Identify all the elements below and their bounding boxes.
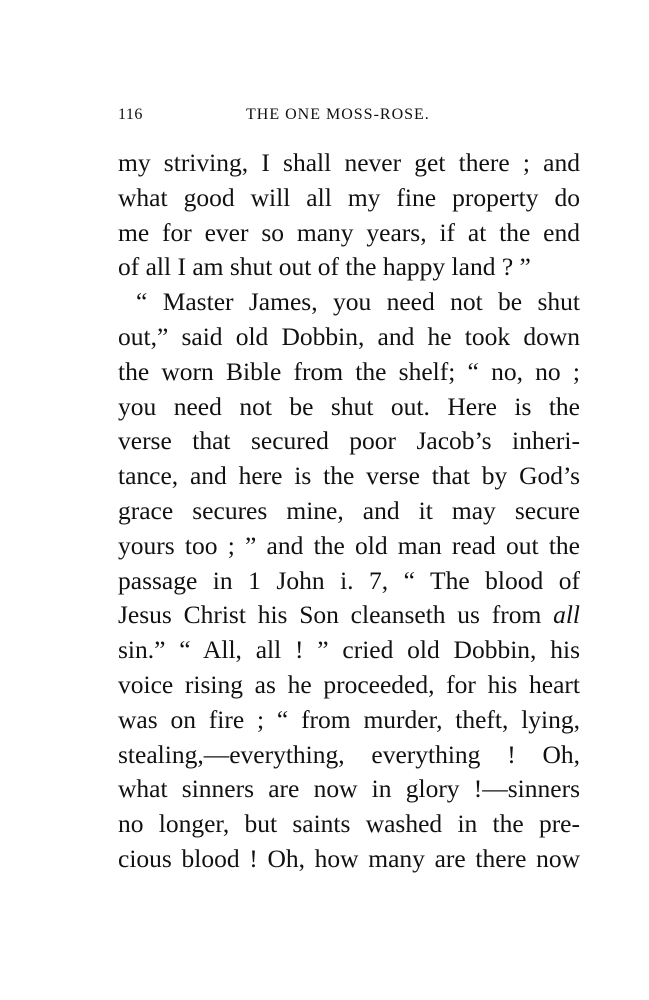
page-number: 116: [118, 106, 143, 123]
text-line: of all I am shut out of the happy land ? ”: [118, 252, 531, 282]
running-header: [118, 106, 580, 126]
text-line: grace secures mine, and it may secure: [118, 495, 580, 525]
text-line: no longer, but saints washed in the pre-: [118, 809, 580, 839]
text-line: stealing,—everything, everything ! Oh,: [118, 739, 580, 769]
running-title: THE ONE MOSS-ROSE.: [246, 106, 430, 123]
text-line-with-italic: [118, 598, 580, 633]
text-line: cious blood ! Oh, how many are there now: [118, 843, 580, 873]
text-line: the worn Bible from the shelf; “ no, no ;: [118, 356, 580, 386]
text-line: you need not be shut out. Here is the: [118, 391, 580, 421]
text-line: me for ever so many years, if at the end: [118, 217, 580, 247]
text-line: passage in 1 John i. 7, “ The blood of: [118, 565, 580, 595]
text-line: “ Master James, you need not be shut: [136, 287, 580, 317]
text-line: what sinners are now in glory !—sinners: [118, 774, 580, 804]
text-line: my striving, I shall never get there ; and: [118, 148, 580, 177]
text-line: verse that secured poor Jacob’s inheri-: [118, 426, 580, 456]
italic-word: all: [553, 600, 580, 630]
text-line: tance, and here is the verse that by God’s: [118, 461, 580, 491]
text-line-part: Jesus Christ his Son cleanseth us from: [118, 600, 542, 630]
text-line: sin.” “ All, all ! ” cried old Dobbin, his: [118, 635, 580, 665]
text-line: was on fire ; “ from murder, theft, lying,: [118, 704, 580, 734]
text-line: what good will all my fine property do: [118, 182, 580, 212]
text-line: out,” said old Dobbin, and he took down: [118, 321, 580, 351]
body-text: [118, 146, 580, 877]
text-line: yours too ; ” and the old man read out the: [118, 530, 580, 560]
text-line: voice rising as he proceeded, for his heart: [118, 669, 580, 699]
